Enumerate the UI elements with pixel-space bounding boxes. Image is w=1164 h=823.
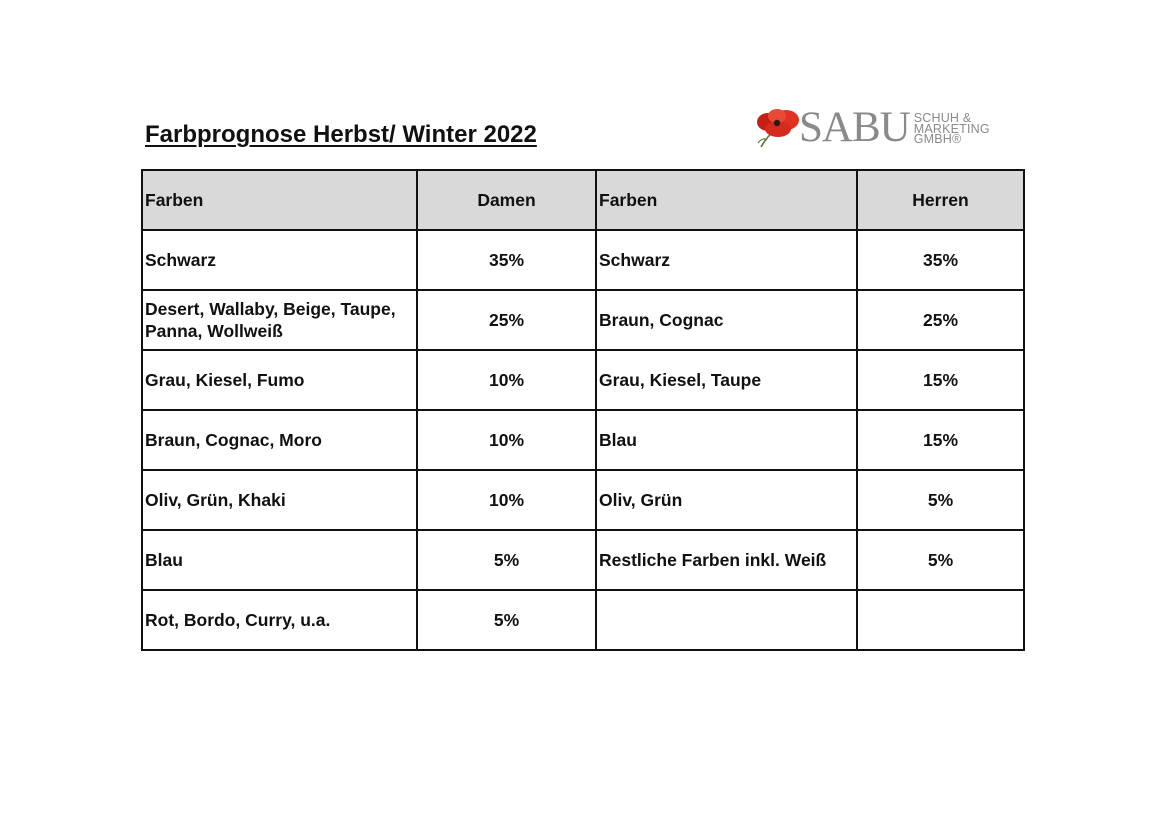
herren-percent-cell: 15%: [857, 410, 1024, 470]
table-row: [142, 530, 1024, 590]
damen-percent-cell: 25%: [417, 290, 596, 350]
herren-percent-cell: [857, 590, 1024, 650]
herren-colors-cell: Oliv, Grün: [596, 470, 857, 530]
poppy-icon: [755, 107, 801, 149]
table-row: [142, 410, 1024, 470]
damen-percent-cell: 35%: [417, 230, 596, 290]
header-farben-herren: Farben: [596, 170, 857, 230]
color-forecast-table: [141, 169, 1025, 651]
herren-colors-cell: Schwarz: [596, 230, 857, 290]
header-damen: Damen: [417, 170, 596, 230]
damen-percent-cell: 10%: [417, 350, 596, 410]
herren-percent-cell: 5%: [857, 470, 1024, 530]
damen-colors-cell: Blau: [142, 530, 417, 590]
herren-colors-cell: Restliche Farben inkl. Weiß: [596, 530, 857, 590]
herren-percent-cell: 5%: [857, 530, 1024, 590]
herren-percent-cell: 35%: [857, 230, 1024, 290]
logo-brand-text: SABU: [799, 104, 910, 151]
damen-colors-cell: Rot, Bordo, Curry, u.a.: [142, 590, 417, 650]
damen-colors-cell: Braun, Cognac, Moro: [142, 410, 417, 470]
page-title: Farbprognose Herbst/ Winter 2022: [145, 121, 537, 148]
logo-line-3: GMBH®: [913, 132, 962, 147]
herren-colors-cell: Grau, Kiesel, Taupe: [596, 350, 857, 410]
damen-percent-cell: 10%: [417, 410, 596, 470]
table-header-row: [142, 170, 1024, 230]
header-herren: Herren: [857, 170, 1024, 230]
herren-colors-cell: Blau: [596, 410, 857, 470]
damen-percent-cell: 5%: [417, 590, 596, 650]
herren-colors-cell: Braun, Cognac: [596, 290, 857, 350]
damen-percent-cell: 5%: [417, 530, 596, 590]
herren-percent-cell: 15%: [857, 350, 1024, 410]
table-row: [142, 290, 1024, 350]
sabu-logo: [755, 106, 990, 150]
herren-colors-cell: [596, 590, 857, 650]
damen-colors-cell: Desert, Wallaby, Beige, Taupe, Panna, Wollweiß: [142, 290, 417, 350]
herren-percent-cell: 25%: [857, 290, 1024, 350]
damen-colors-cell: Schwarz: [142, 230, 417, 290]
table-row: [142, 470, 1024, 530]
logo-line-2: MARKETING: [913, 121, 990, 136]
damen-percent-cell: 10%: [417, 470, 596, 530]
header-farben-damen: Farben: [142, 170, 417, 230]
damen-colors-cell: Oliv, Grün, Khaki: [142, 470, 417, 530]
table-row: [142, 350, 1024, 410]
table-row: [142, 590, 1024, 650]
table-row: [142, 230, 1024, 290]
damen-colors-cell: Grau, Kiesel, Fumo: [142, 350, 417, 410]
logo-subtitle: [914, 113, 990, 145]
logo-line-1: SCHUH &: [913, 111, 972, 126]
